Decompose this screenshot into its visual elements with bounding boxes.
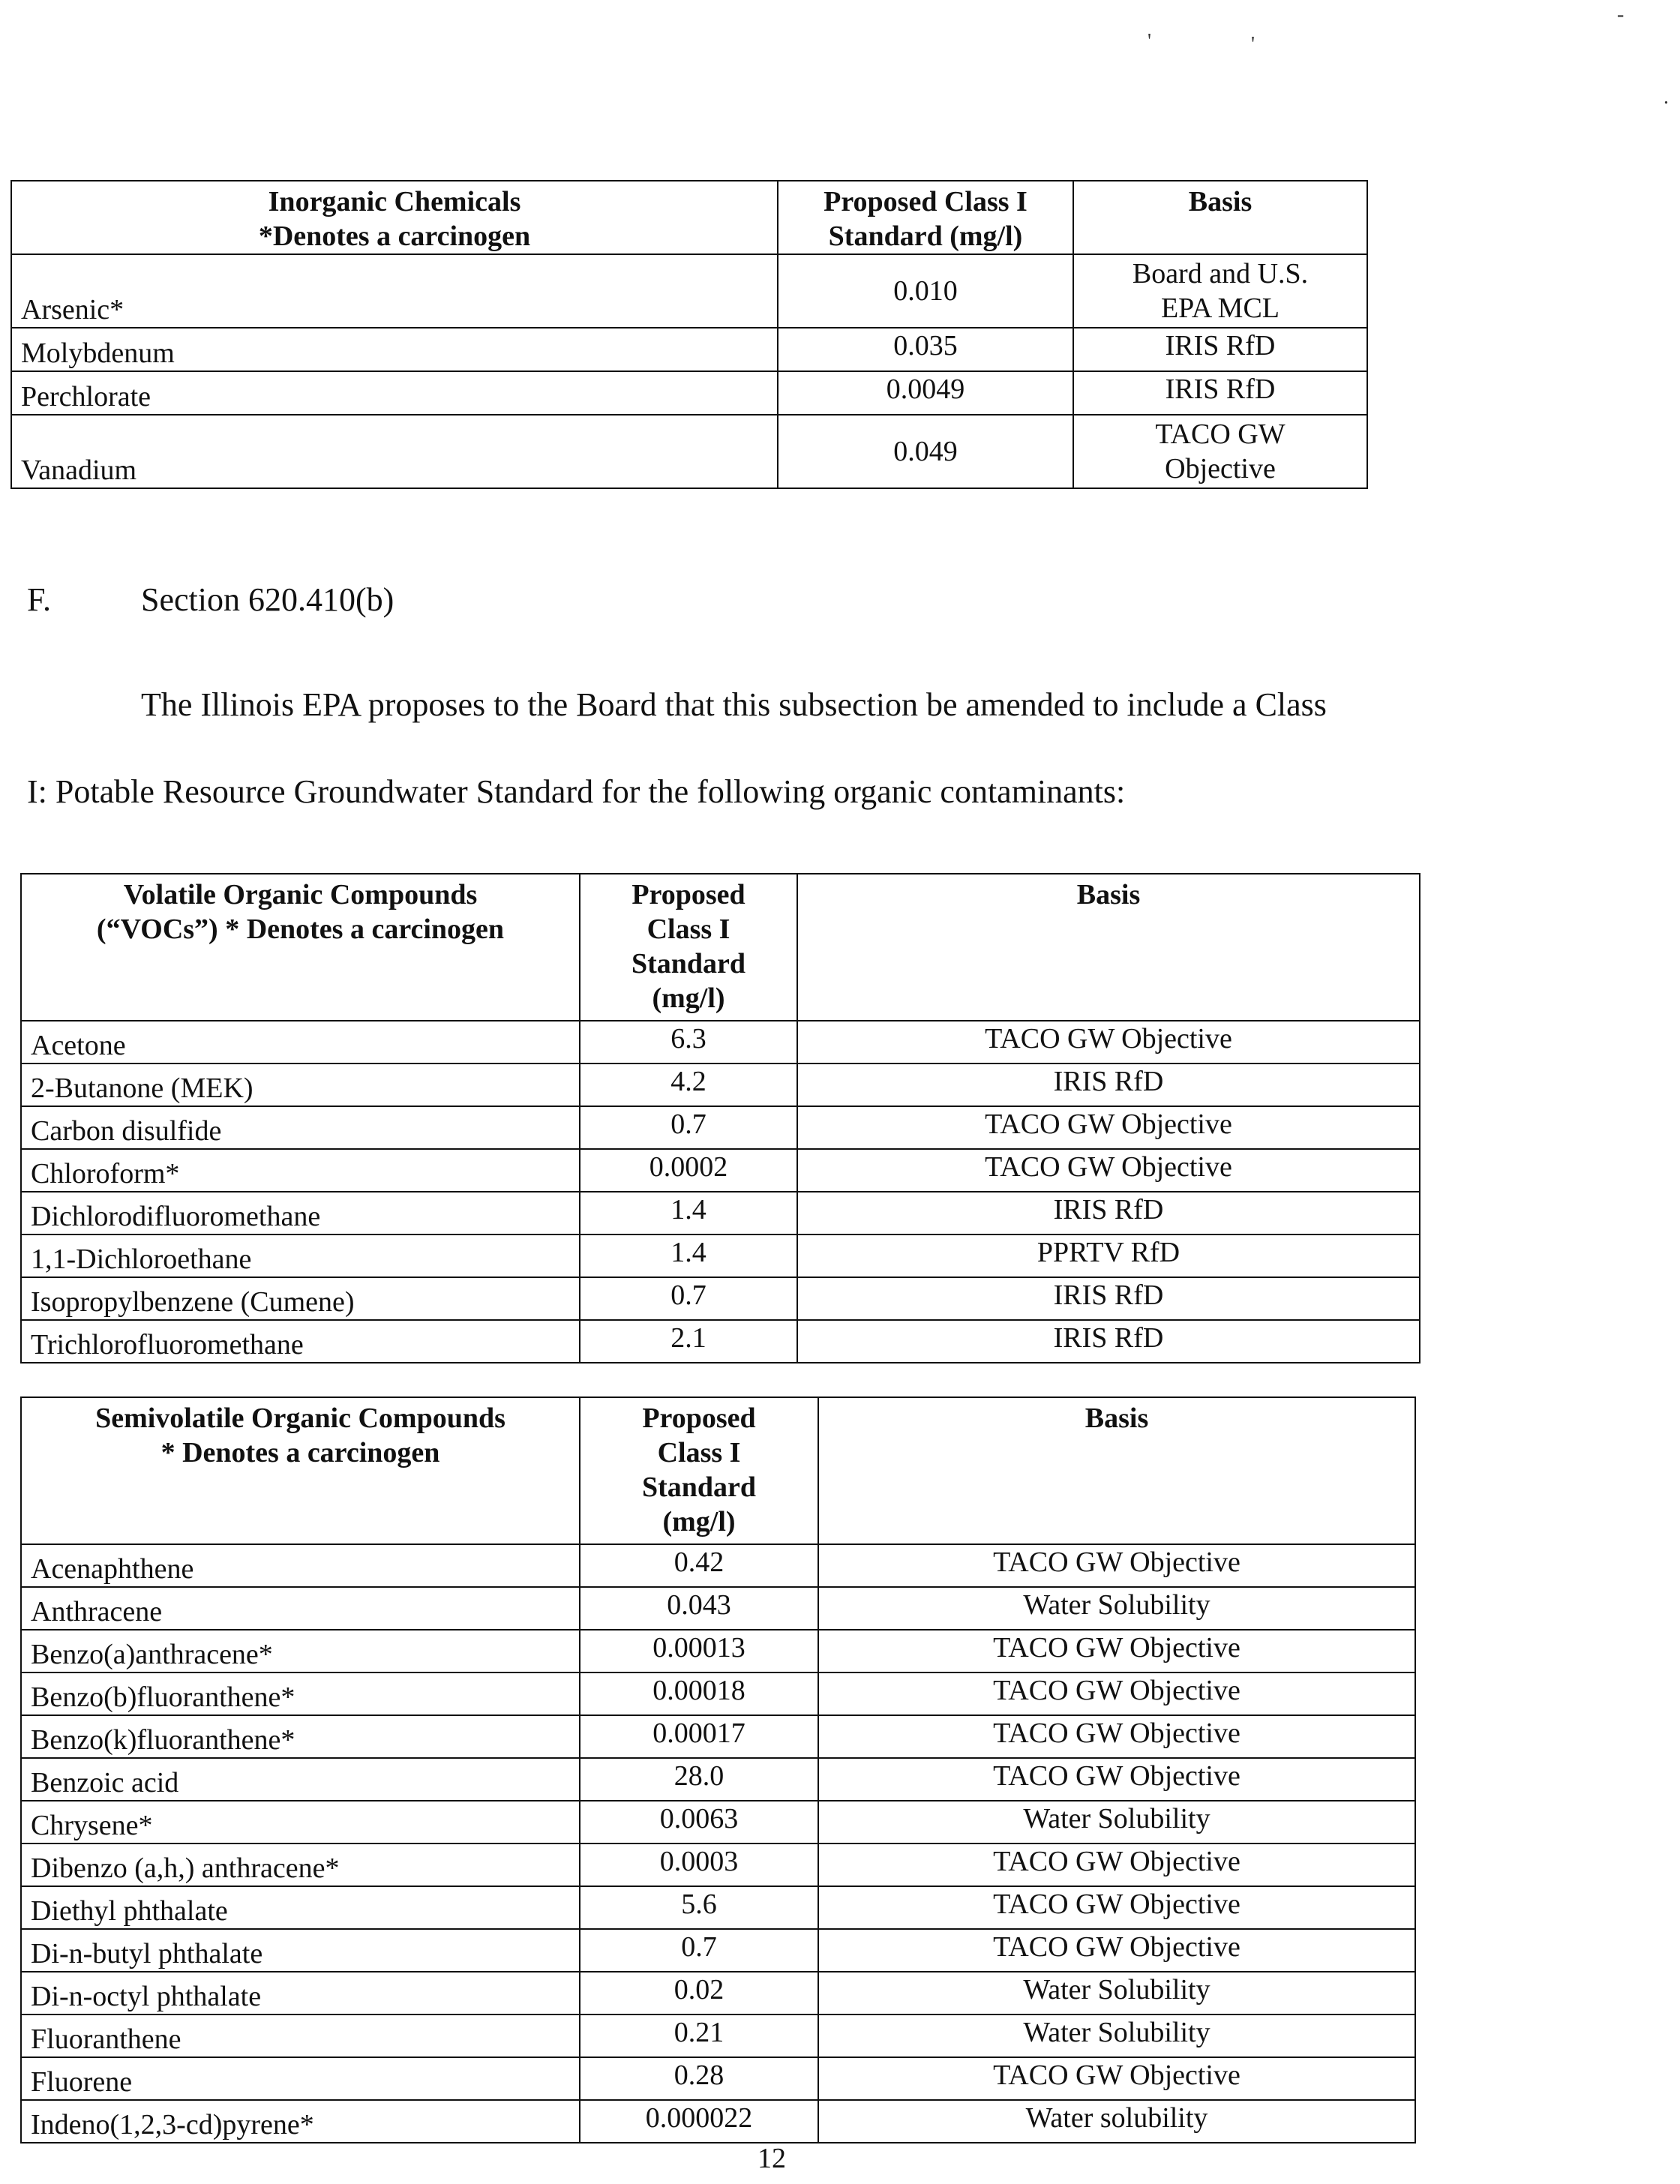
standard-value: 0.049 — [778, 415, 1073, 488]
chemical-name: Acetone — [21, 1021, 580, 1064]
basis-cell: IRIS RfD — [797, 1320, 1420, 1363]
table-row — [21, 1544, 1415, 1587]
section-title: Section 620.410(b) — [141, 581, 394, 618]
basis-cell: PPRTV RfD — [797, 1234, 1420, 1277]
standard-value: 0.00018 — [580, 1672, 818, 1715]
chemical-name: Fluorene — [21, 2057, 580, 2100]
chemical-name: Fluoranthene — [21, 2014, 580, 2057]
standard-column-header: Proposed Class I Standard (mg/l) — [778, 181, 1073, 254]
table-row — [21, 1149, 1420, 1192]
basis-cell: TACO GW Objective — [818, 2057, 1415, 2100]
chemical-name: Trichlorofluoromethane — [21, 1320, 580, 1363]
table-row — [21, 1277, 1420, 1320]
standard-value: 0.7 — [580, 1929, 818, 1972]
basis-cell: Water solubility — [818, 2100, 1415, 2143]
chemical-column-header: Semivolatile Organic Compounds * Denotes a carcinogen — [21, 1397, 580, 1544]
chemical-name: Vanadium — [11, 415, 778, 488]
table-row — [11, 371, 1367, 415]
standard-value: 0.02 — [580, 1972, 818, 2014]
basis-column-header: Basis — [818, 1397, 1415, 1544]
basis-cell: TACO GW Objective — [797, 1021, 1420, 1064]
chemical-name: Acenaphthene — [21, 1544, 580, 1587]
basis-cell: TACO GW Objective — [818, 1715, 1415, 1758]
table-row — [21, 2014, 1415, 2057]
body-text-line: I: Potable Resource Groundwater Standard for the following organic contaminants: — [27, 773, 1126, 810]
basis-cell: IRIS RfD — [797, 1064, 1420, 1106]
standard-value: 0.00017 — [580, 1715, 818, 1758]
basis-cell: Water Solubility — [818, 1972, 1415, 2014]
basis-column-header: Basis — [797, 874, 1420, 1021]
inorganic-chemicals-table — [10, 180, 1368, 489]
standard-value: 0.010 — [778, 254, 1073, 328]
table-row — [21, 1021, 1420, 1064]
standard-value: 0.28 — [580, 2057, 818, 2100]
page-number: 12 — [758, 2143, 786, 2174]
chemical-name: Di-n-butyl phthalate — [21, 1929, 580, 1972]
chemical-name: Dibenzo (a,h,) anthracene* — [21, 1844, 580, 1886]
table-row — [21, 1758, 1415, 1801]
standard-value: 1.4 — [580, 1192, 797, 1234]
table-row — [21, 1587, 1415, 1630]
basis-cell: Water Solubility — [818, 2014, 1415, 2057]
basis-cell: Water Solubility — [818, 1801, 1415, 1844]
table-row — [21, 1064, 1420, 1106]
chemical-name: Carbon disulfide — [21, 1106, 580, 1149]
chemical-name: Molybdenum — [11, 328, 778, 371]
chemical-column-header: Inorganic Chemicals *Denotes a carcinogen — [11, 181, 778, 254]
table-header-row — [11, 181, 1367, 254]
section-number: F. — [27, 581, 51, 618]
chemical-name: Chrysene* — [21, 1801, 580, 1844]
scan-mark: - — [1617, 3, 1624, 26]
standard-value: 0.000022 — [580, 2100, 818, 2143]
basis-cell: Water Solubility — [818, 1587, 1415, 1630]
table-row — [11, 328, 1367, 371]
basis-cell: TACO GW Objective — [818, 1844, 1415, 1886]
chemical-name: Benzo(a)anthracene* — [21, 1630, 580, 1672]
basis-cell: TACO GW Objective — [818, 1630, 1415, 1672]
standard-value: 0.00013 — [580, 1630, 818, 1672]
chemical-name: Benzo(k)fluoranthene* — [21, 1715, 580, 1758]
standard-value: 0.42 — [580, 1544, 818, 1587]
standard-value: 28.0 — [580, 1758, 818, 1801]
basis-cell: TACO GW Objective — [1073, 415, 1367, 488]
standard-value: 0.7 — [580, 1277, 797, 1320]
basis-cell: TACO GW Objective — [818, 1758, 1415, 1801]
table-row — [21, 1630, 1415, 1672]
table-row — [21, 2057, 1415, 2100]
standard-value: 0.043 — [580, 1587, 818, 1630]
chemical-name: Chloroform* — [21, 1149, 580, 1192]
standard-value: 4.2 — [580, 1064, 797, 1106]
standard-value: 6.3 — [580, 1021, 797, 1064]
chemical-column-header: Volatile Organic Compounds (“VOCs”) * Denotes a carcinogen — [21, 874, 580, 1021]
basis-cell: Board and U.S. EPA MCL — [1073, 254, 1367, 328]
voc-table — [20, 873, 1420, 1364]
basis-cell: IRIS RfD — [797, 1277, 1420, 1320]
chemical-name: Isopropylbenzene (Cumene) — [21, 1277, 580, 1320]
basis-cell: TACO GW Objective — [797, 1149, 1420, 1192]
chemical-name: Diethyl phthalate — [21, 1886, 580, 1929]
scan-mark: ' — [1251, 33, 1256, 56]
scan-mark: ' — [1148, 30, 1152, 53]
table-row — [21, 2100, 1415, 2143]
standard-value: 0.7 — [580, 1106, 797, 1149]
basis-cell: IRIS RfD — [1073, 328, 1367, 371]
basis-cell: TACO GW Objective — [818, 1886, 1415, 1929]
chemical-name: Anthracene — [21, 1587, 580, 1630]
table-row — [21, 1192, 1420, 1234]
table-row — [21, 1106, 1420, 1149]
table-header-row — [21, 874, 1420, 1021]
svoc-table — [20, 1396, 1416, 2144]
table-row — [21, 1844, 1415, 1886]
basis-cell: IRIS RfD — [1073, 371, 1367, 415]
table-row — [21, 1972, 1415, 2014]
scan-mark: . — [1664, 86, 1669, 109]
standard-value: 1.4 — [580, 1234, 797, 1277]
basis-cell: TACO GW Objective — [797, 1106, 1420, 1149]
basis-cell: IRIS RfD — [797, 1192, 1420, 1234]
table-row — [11, 254, 1367, 328]
chemical-name: Di-n-octyl phthalate — [21, 1972, 580, 2014]
chemical-name: Perchlorate — [11, 371, 778, 415]
basis-cell: TACO GW Objective — [818, 1544, 1415, 1587]
table-row — [21, 1672, 1415, 1715]
standard-value: 0.0003 — [580, 1844, 818, 1886]
body-text-line: The Illinois EPA proposes to the Board that this subsection be amended to include a Class — [141, 686, 1327, 723]
standard-column-header: Proposed Class I Standard (mg/l) — [580, 1397, 818, 1544]
table-header-row — [21, 1397, 1415, 1544]
standard-value: 0.035 — [778, 328, 1073, 371]
table-row — [21, 1929, 1415, 1972]
chemical-name: 1,1-Dichloroethane — [21, 1234, 580, 1277]
table-row — [21, 1886, 1415, 1929]
chemical-name: 2-Butanone (MEK) — [21, 1064, 580, 1106]
chemical-name: Dichlorodifluoromethane — [21, 1192, 580, 1234]
basis-cell: TACO GW Objective — [818, 1929, 1415, 1972]
standard-value: 2.1 — [580, 1320, 797, 1363]
table-row — [21, 1715, 1415, 1758]
table-row — [21, 1234, 1420, 1277]
standard-value: 0.0002 — [580, 1149, 797, 1192]
chemical-name: Benzoic acid — [21, 1758, 580, 1801]
standard-value: 0.0049 — [778, 371, 1073, 415]
standard-value: 5.6 — [580, 1886, 818, 1929]
table-row — [21, 1320, 1420, 1363]
chemical-name: Benzo(b)fluoranthene* — [21, 1672, 580, 1715]
basis-column-header: Basis — [1073, 181, 1367, 254]
table-row — [11, 415, 1367, 488]
table-row — [21, 1801, 1415, 1844]
chemical-name: Indeno(1,2,3-cd)pyrene* — [21, 2100, 580, 2143]
basis-cell: TACO GW Objective — [818, 1672, 1415, 1715]
standard-value: 0.21 — [580, 2014, 818, 2057]
chemical-name: Arsenic* — [11, 254, 778, 328]
standard-value: 0.0063 — [580, 1801, 818, 1844]
standard-column-header: Proposed Class I Standard (mg/l) — [580, 874, 797, 1021]
